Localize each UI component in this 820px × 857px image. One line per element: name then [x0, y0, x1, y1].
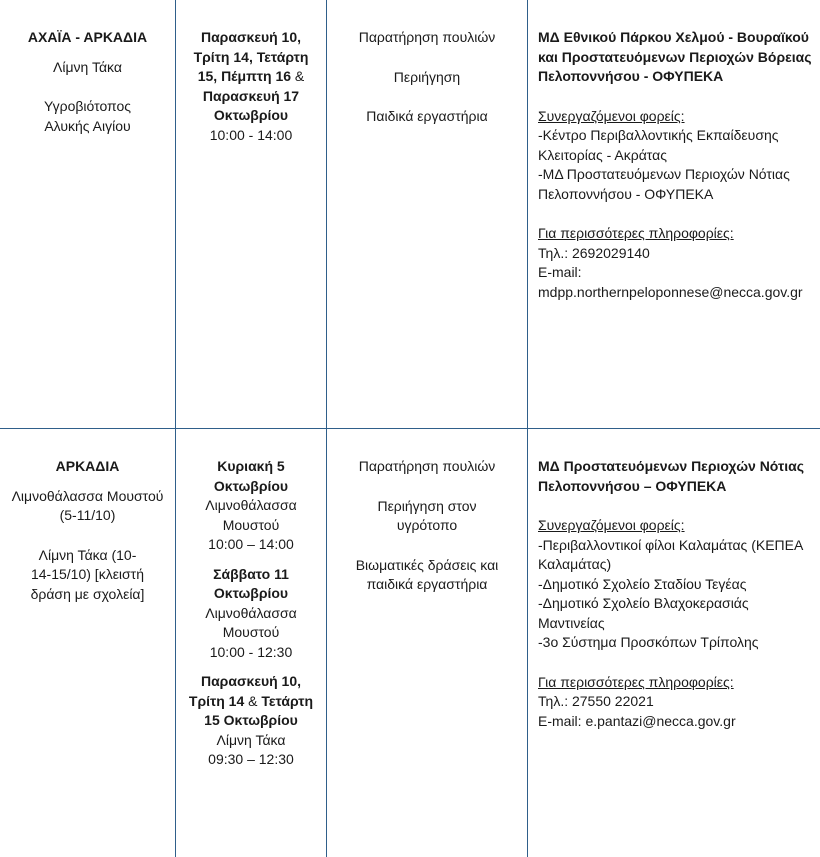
phone: Τηλ.: 2692029140: [538, 244, 817, 264]
region-name: ΑΧΑΪΑ - ΑΡΚΑΔΙΑ: [8, 28, 167, 48]
organizer-cell: [528, 429, 820, 857]
region-cell: [0, 0, 176, 429]
time: 10:00 - 14:00: [184, 126, 318, 146]
date-bold: Παρασκευή 10, Τρίτη 14, Τετάρτη 15, Πέμπτη 16: [194, 29, 309, 84]
date-place: Λίμνη Τάκα: [184, 731, 318, 751]
table-row: [0, 429, 820, 857]
phone: Τηλ.: 27550 22021: [538, 692, 817, 712]
date-amp: &: [244, 693, 261, 709]
activity: Βιωματικές δράσεις και παιδικά εργαστήρια: [335, 556, 519, 595]
date-bold: Παρασκευή 10, Τρίτη 14: [189, 673, 301, 709]
partner: -3ο Σύστημα Προσκόπων Τρίπολης: [538, 633, 817, 653]
activities-cell: [327, 429, 528, 857]
date-bold: Σάββατο 11 Οκτωβρίου: [184, 565, 318, 604]
partner: -Κέντρο Περιβαλλοντικής Εκπαίδευσης Κλειτορίας - Ακράτας: [538, 126, 817, 165]
time: 10:00 – 14:00: [184, 535, 318, 555]
info-label: Για περισσότερες πληροφορίες:: [538, 224, 817, 244]
email-link[interactable]: mdpp.northernpeloponnese@necca.gov.gr: [538, 283, 817, 303]
activity: Περιήγηση στον υγρότοπο: [335, 497, 519, 536]
date-place: Λιμνοθάλασσα Μουστού: [184, 604, 318, 643]
partner: -Δημοτικό Σχολείο Βλαχοκερασιάς Μαντινείας: [538, 594, 817, 633]
region-cell: [0, 429, 176, 857]
activity: Παιδικά εργαστήρια: [335, 107, 519, 127]
place: Λίμνη Τάκα: [8, 58, 167, 78]
partner: -Περιβαλλοντικοί φίλοι Καλαμάτας (ΚΕΠΕΑ Καλαμάτας): [538, 536, 817, 575]
place: Λίμνη Τάκα (10-14-15/10) [κλειστή δράση με σχολεία]: [8, 546, 167, 605]
place: Λιμνοθάλασσα Μουστού (5-11/10): [8, 487, 167, 526]
activity: Περιήγηση: [335, 68, 519, 88]
partners-label: Συνεργαζόμενοι φορείς:: [538, 516, 817, 536]
dates-cell: [176, 429, 327, 857]
partner: -Δημοτικό Σχολείο Σταδίου Τεγέας: [538, 575, 817, 595]
dates-cell: [176, 0, 327, 429]
partners-label: Συνεργαζόμενοι φορείς:: [538, 107, 817, 127]
date-bold: Κυριακή 5 Οκτωβρίου: [184, 457, 318, 496]
organizer-cell: [528, 0, 820, 429]
activities-cell: [327, 0, 528, 429]
time: 09:30 – 12:30: [184, 750, 318, 770]
date-bold-2: Τετάρτη 15 Οκτωβρίου: [204, 693, 313, 729]
activity: Παρατήρηση πουλιών: [335, 28, 519, 48]
time: 10:00 - 12:30: [184, 643, 318, 663]
place: Υγροβιότοπος Αλυκής Αιγίου: [8, 97, 167, 136]
date-place: Λιμνοθάλασσα Μουστού: [184, 496, 318, 535]
date-bold-2: Παρασκευή 17 Οκτωβρίου: [203, 88, 299, 124]
organizer: ΜΔ Προστατευόμενων Περιοχών Νότιας Πελοποννήσου – ΟΦΥΠΕΚΑ: [538, 457, 817, 496]
info-label: Για περισσότερες πληροφορίες:: [538, 673, 817, 693]
region-name: ΑΡΚΑΔΙΑ: [8, 457, 167, 477]
organizer: ΜΔ Εθνικού Πάρκου Χελμού - Βουραϊκού και Προστατευόμενων Περιοχών Βόρειας Πελοποννήσου - ΟΦΥΠΕΚΑ: [538, 28, 817, 87]
email-label: E-mail:: [538, 263, 817, 283]
activity: Παρατήρηση πουλιών: [335, 457, 519, 477]
date-amp: &: [291, 68, 304, 84]
partner: -ΜΔ Προστατευόμενων Περιοχών Νότιας Πελοποννήσου - ΟΦΥΠΕΚΑ: [538, 165, 817, 204]
email-link[interactable]: E-mail: e.pantazi@necca.gov.gr: [538, 712, 817, 732]
